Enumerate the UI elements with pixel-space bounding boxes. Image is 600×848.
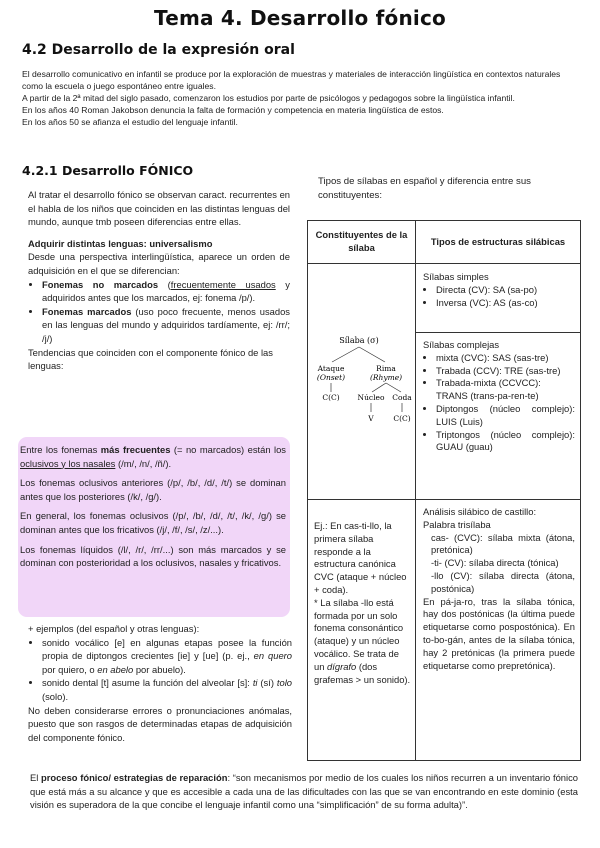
page-title: Tema 4. Desarrollo fónico xyxy=(154,6,446,30)
text: (solo). xyxy=(42,690,69,702)
analysis-sub: Palabra trisílaba xyxy=(423,518,491,530)
syllable-table xyxy=(307,220,581,761)
text: * La sílaba -llo está formada por un solo fonema consonántico (ataque) y un núcleo vocálico. Se trata de un xyxy=(314,596,404,672)
intro-line: En los años 50 se afianza el estudio del lenguaje infantil. xyxy=(22,117,238,128)
analysis-line: -llo (CV): sílaba directa (átona, postónica) xyxy=(431,569,575,594)
example-2 xyxy=(314,597,411,687)
bold-term: Fonemas no marcados xyxy=(42,278,159,290)
list-item xyxy=(42,636,292,677)
text: El xyxy=(30,772,42,783)
bold-term: más frecuentes xyxy=(100,444,171,455)
intro-paragraphs xyxy=(22,68,578,128)
intro-line: En los años 40 Roman Jakobson denuncia la falta de formación y competencia en materia lingüística de estos. xyxy=(22,105,444,116)
italic-text: dígrafo xyxy=(327,660,357,672)
list-item xyxy=(42,278,290,305)
text: ( xyxy=(158,278,171,290)
italic-text: ti xyxy=(252,677,258,689)
examples-list xyxy=(28,636,292,704)
tree-ataque: Ataque xyxy=(317,363,344,373)
analysis-cell xyxy=(416,500,581,761)
tree-cc1: C(C) xyxy=(321,392,340,402)
universalismo-text: Desde una perspectiva interlingüística, aparece un orden de adquisición en el que se diferencian: xyxy=(28,251,290,276)
tree-root: Sílaba (σ) xyxy=(338,335,379,345)
text: por quiero, o xyxy=(42,663,98,675)
underlined-text: oclusivos y los nasales xyxy=(20,457,116,469)
p-intro: Al tratar el desarrollo fónico se observan caract. recurrentes en el habla de los niños que coinciden en las distintas lenguas del mundo, aunque tmb poseen diferencias entre ellas. xyxy=(28,189,290,228)
tree-nucleo: Núcleo xyxy=(357,392,384,402)
tree-coda: Coda xyxy=(391,392,412,402)
analysis-text xyxy=(416,500,580,672)
text: (dos grafemas > un sonido). xyxy=(314,660,411,685)
highlight-p3: En general, los fonemas oclusivos (/p/, /b/, /d/, /t/, /k/, /g/) se dominan antes que los fricativos (/j/, /f/, /s/, /z/...). xyxy=(20,510,286,535)
analysis-title: Análisis silábico de castillo: xyxy=(423,506,537,517)
text: por abuelo). xyxy=(133,663,186,675)
text: (uso poco frecuente, menos usados en las lenguas del mundo y adquiridos tardíamente, ej: /rr/; /j/) xyxy=(42,305,290,344)
highlight-text xyxy=(20,443,286,576)
list-item: • Directa (CV): SA (sa-po) xyxy=(436,284,575,297)
list-item: • Diptongos (núcleo complejo): LUIS (Luis) xyxy=(436,403,575,429)
list-item xyxy=(42,676,292,703)
example-text xyxy=(308,500,415,686)
text: (/m/, /n/, /ñ/). xyxy=(115,457,172,469)
tree-branch xyxy=(386,383,401,392)
simple-title: Sílabas simples xyxy=(423,271,489,282)
examples xyxy=(28,622,292,744)
bold-term: proceso fónico/ estrategias de reparación xyxy=(41,772,228,783)
intro-line: El desarrollo comunicativo en infantil se produce por la exploración de muestras y materiales de interacción lingüística en contextos naturales como la escuela o juego espontáneo entre iguales. xyxy=(22,69,561,92)
tree-v: V xyxy=(367,413,374,423)
analysis-line: cas- (CVC): sílaba mixta (átona, pretónica) xyxy=(431,531,575,556)
underlined-text: frecuentemente usados xyxy=(170,278,276,290)
highlight-p2: Los fonemas oclusivos anteriores (/p/, /b/, /d/, /t/) se dominan antes que los posteriores (/k/, /g/). xyxy=(20,477,286,502)
analysis-line: -ti- (CV): sílaba directa (tónica) xyxy=(431,557,559,569)
tree-cc2: C(C) xyxy=(392,413,411,423)
intro-line: A partir de la 2ª mitad del siglo pasado, comenzaron los estudios por parte de psicólogos y pedagogos sobre la lingüística infantil. xyxy=(22,93,515,104)
text: Entre los fonemas xyxy=(20,444,101,455)
tree-branch xyxy=(359,347,385,362)
universalismo-title: Adquirir distintas lenguas: universalismo xyxy=(28,237,213,249)
tree-branch xyxy=(332,347,359,362)
table-intro: Tipos de sílabas en español y diferencia entre sus constituyentes: xyxy=(318,176,531,201)
text: sonido vocálico [e] en algunas etapas posee la función propia de diptongos crecientes [ie] y [ue] (p. ej., xyxy=(42,636,292,662)
simple-list xyxy=(423,284,575,310)
list-item: • Trabada-mixta (CCVCC): TRANS (trans-pa-ren-te) xyxy=(436,377,575,403)
highlight-p1 xyxy=(20,443,286,470)
simple-cell xyxy=(416,264,581,333)
italic-text: tolo xyxy=(276,677,293,689)
text: sonido dental [t] asume la función del alveolar [s]: xyxy=(42,677,253,689)
table-header-2: Tipos de estructuras silábicas xyxy=(416,221,581,264)
bold-term: Fonemas marcados xyxy=(42,305,132,317)
text: : “son mecanismos por medio de los cuales los niños recurren a un inventario fónico que está más a su alcance y que es accesible a cada una de las dificultades con las que se van encontrando en este dominio (esta visión es superadora de la que concibe el lenguaje infantil como una “simplificación” de su forma adulta)”. xyxy=(30,772,578,811)
list-item xyxy=(42,305,290,346)
highlight-p4: Los fonemas líquidos (/l/, /r/, /rr/...) son más marcados y se dominan con posterioridad a los oclusivos, nasales y fricativos. xyxy=(20,543,286,569)
complex-cell xyxy=(416,333,581,500)
left-column xyxy=(28,188,290,373)
bottom-paragraph xyxy=(30,771,578,812)
tree-rima: Rima xyxy=(375,363,396,373)
syllable-tree-diagram xyxy=(309,332,415,432)
complex-list xyxy=(423,352,575,454)
list-item: • mixta (CVC): SAS (sas-tre) xyxy=(436,352,575,365)
tree-rhyme: (Rhyme) xyxy=(369,372,402,382)
tree-onset: (Onset) xyxy=(316,372,345,382)
example-cell xyxy=(308,500,416,761)
example-1: Ej.: En cas-ti-llo, la primera sílaba responde a la estructura canónica CVC (ataque + núcleo + coda). xyxy=(314,520,407,595)
analysis-para: En pá-ja-ro, tras la sílaba tónica, hay dos postónicas (la última puede etiquetarse como pospostónica). En to-bo-gán, antes de la sílaba tónica, hay 2 pretónicas (la primera puede etiquetarse como prepretónica). xyxy=(423,595,575,671)
list-item: • Trabada (CCV): TRE (sas-tre) xyxy=(436,365,575,378)
italic-text: en quero xyxy=(253,650,292,662)
tendencias-text: Tendencias que coinciden con el componente fónico de las lenguas: xyxy=(28,346,273,372)
subsection-heading: 4.2.1 Desarrollo FÓNICO xyxy=(22,163,194,178)
section-heading: 4.2 Desarrollo de la expresión oral xyxy=(22,42,295,58)
fonema-list xyxy=(28,278,290,346)
examples-lead: + ejemplos (del español y otras lenguas): xyxy=(28,623,200,634)
examples-closing: No deben considerarse errores o pronunciaciones anómalas, puesto que son rasgos de determinadas etapas de adquisición del componente fónico. xyxy=(28,704,292,743)
text: (sí) xyxy=(257,677,277,689)
text: (= no marcados) están los xyxy=(170,444,286,455)
text: y adquiridos antes que los marcados, ej: fonema /p/). xyxy=(42,278,290,304)
table-header-1: Constituyentes de la sílaba xyxy=(308,221,416,264)
tree-branch xyxy=(372,383,386,392)
italic-text: en abelo xyxy=(97,663,134,675)
list-item: • Inversa (VC): AS (as-co) xyxy=(436,297,575,310)
tree-cell xyxy=(308,264,416,500)
list-item: • Triptongos (núcleo complejo): GUAU (guau) xyxy=(436,429,575,455)
complex-title: Sílabas complejas xyxy=(423,339,500,350)
